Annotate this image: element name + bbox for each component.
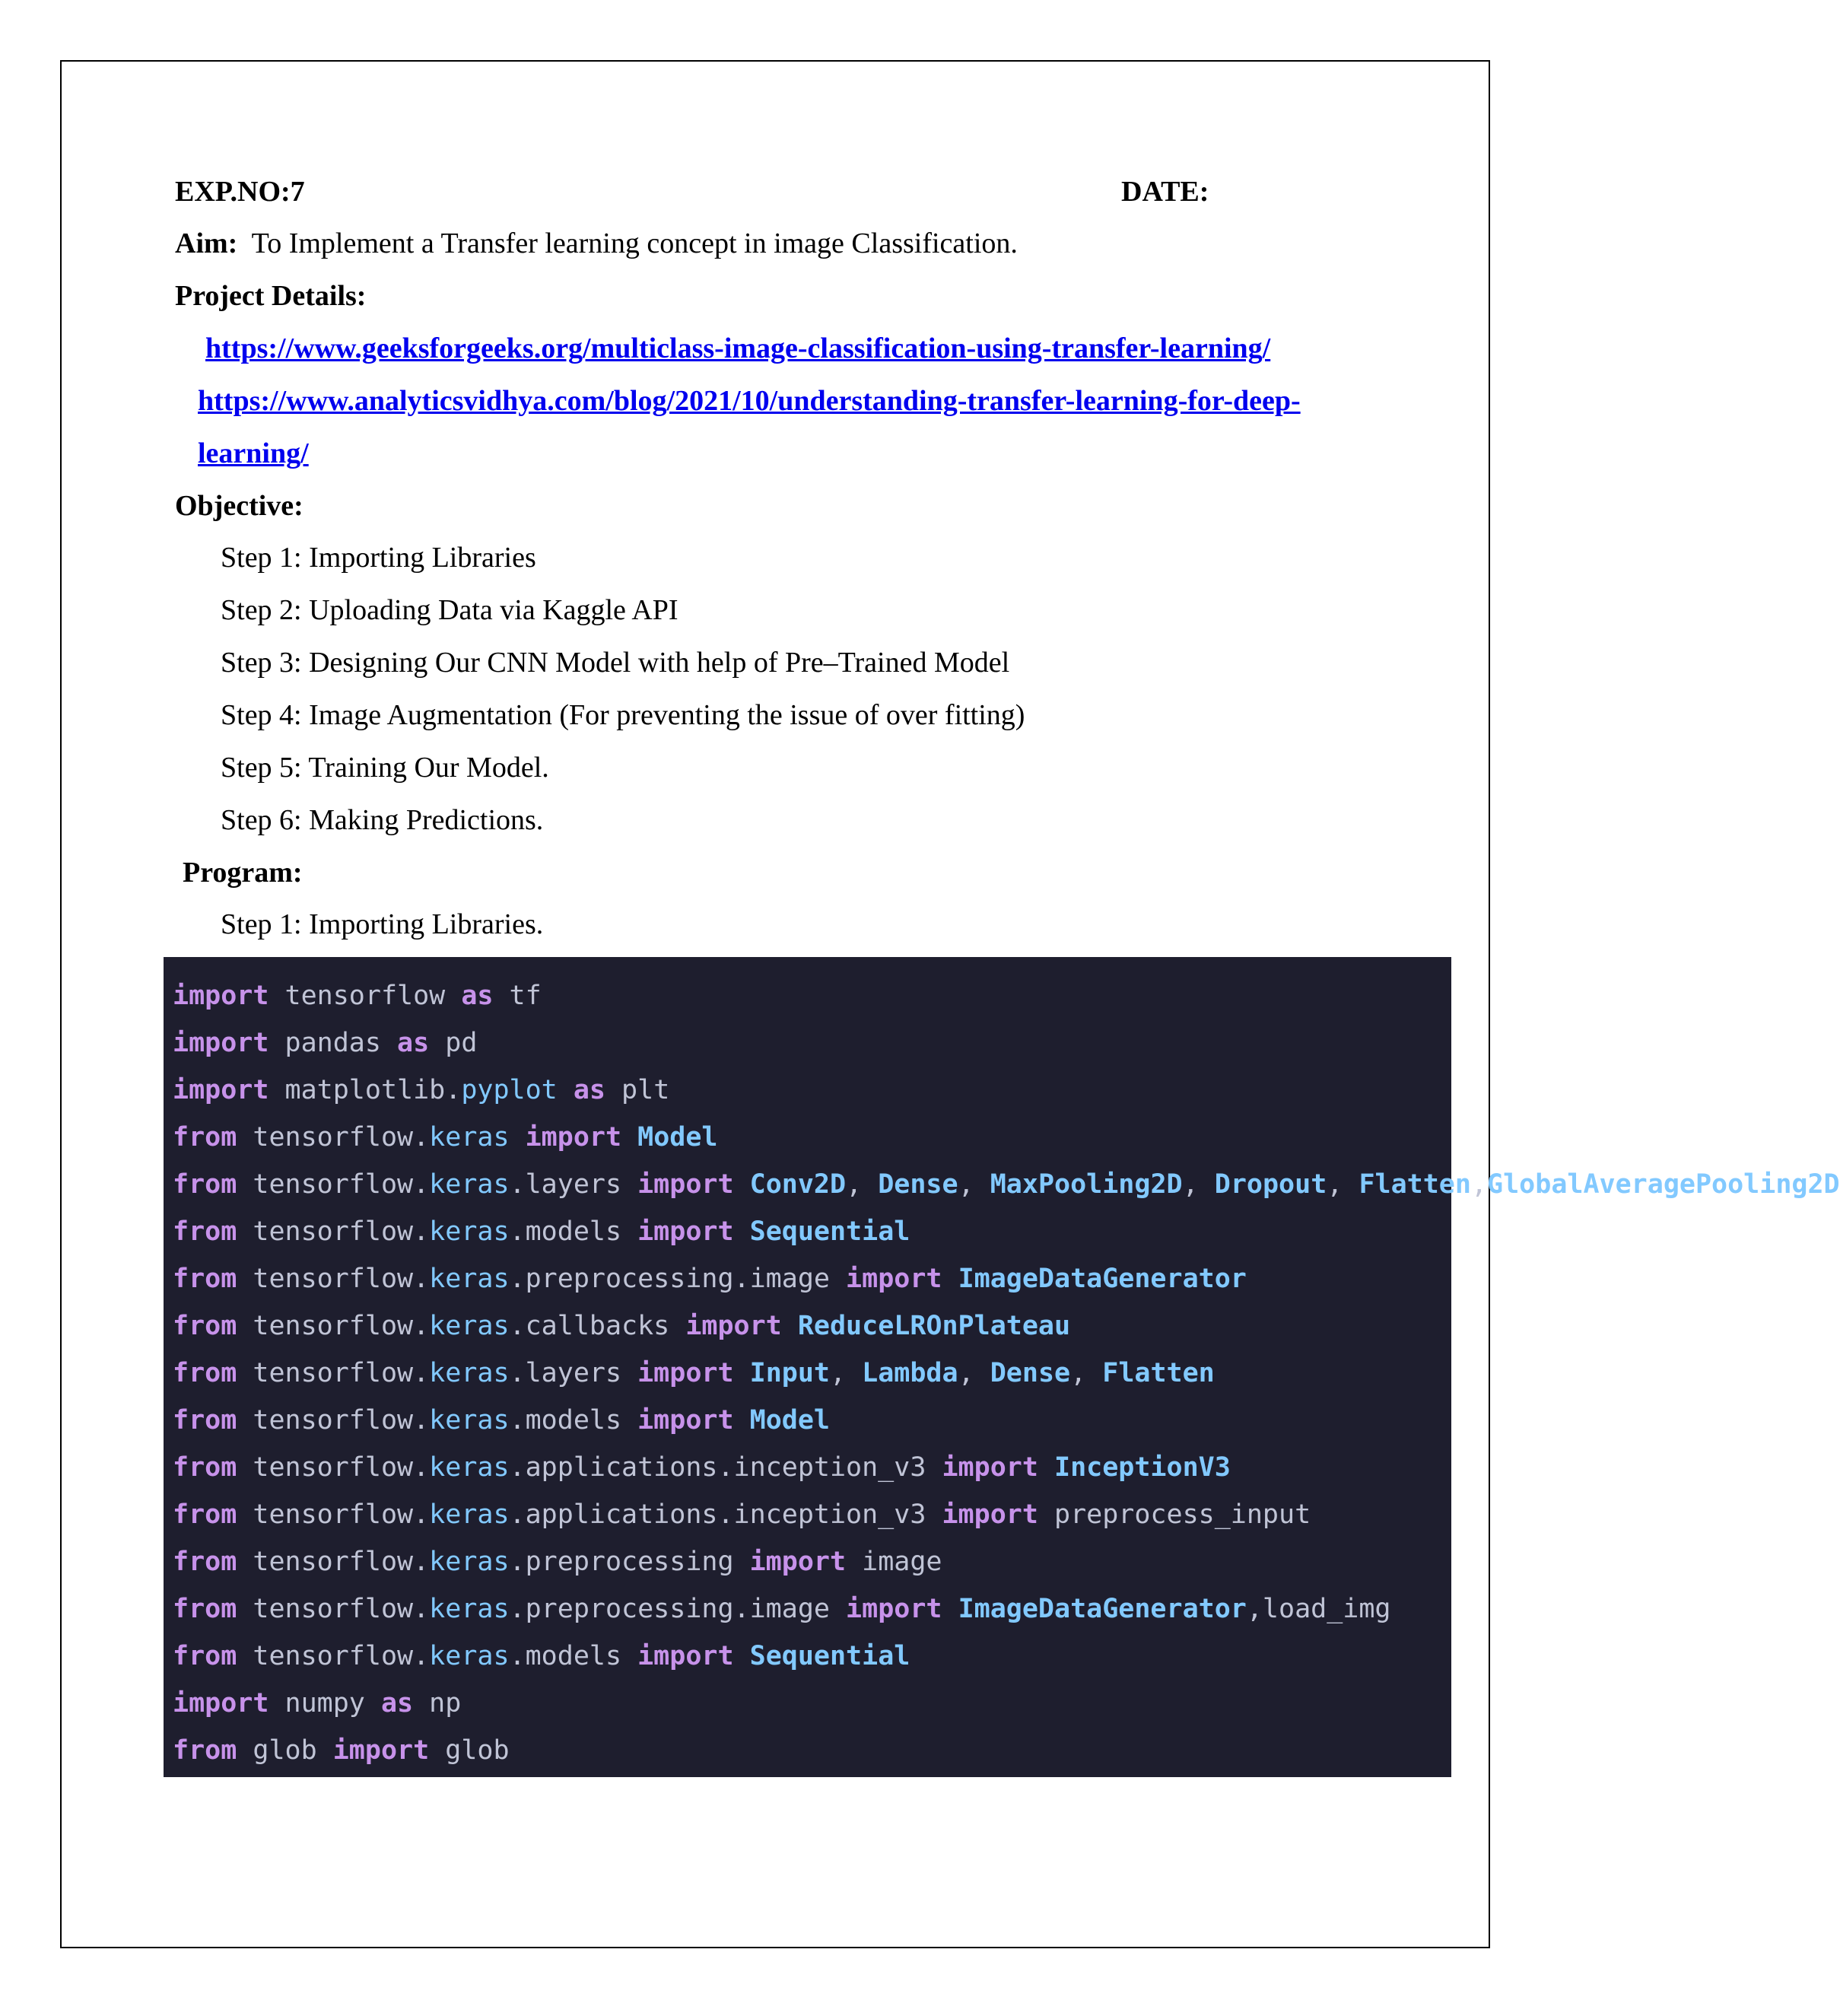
code-token: tensorflow. <box>237 1547 430 1577</box>
code-token <box>1038 1452 1054 1483</box>
code-line <box>173 1585 1451 1633</box>
code-token: keras <box>429 1216 510 1247</box>
code-token: from <box>173 1405 237 1436</box>
exp-number: EXP.NO:7 <box>175 176 305 208</box>
code-token: as <box>397 1028 430 1058</box>
code-token: tensorflow. <box>237 1122 430 1153</box>
code-token: Sequential <box>749 1641 910 1671</box>
code-token: keras <box>429 1264 510 1294</box>
code-token: pyplot <box>461 1075 558 1105</box>
code-token: ReduceLROnPlateau <box>797 1311 1071 1341</box>
code-token: from <box>173 1311 237 1341</box>
code-line <box>173 1302 1451 1350</box>
code-token: import <box>525 1122 622 1153</box>
code-token: keras <box>429 1169 510 1200</box>
code-token <box>510 1122 526 1153</box>
code-token: keras <box>429 1452 510 1483</box>
code-token <box>734 1358 750 1388</box>
code-token: .models <box>509 1641 638 1671</box>
date-label: DATE: <box>1121 176 1209 208</box>
project-details-label: Project Details: <box>175 280 367 312</box>
code-token <box>558 1075 574 1105</box>
aim-label: Aim: <box>175 227 238 259</box>
code-token: Dropout <box>1214 1169 1327 1200</box>
analyticsvidhya-link-continued[interactable]: learning/ <box>198 437 309 469</box>
code-token: .preprocessing.image <box>509 1594 847 1624</box>
code-line <box>173 972 1451 1019</box>
objective-step-3: Step 3: Designing Our CNN Model with help of Pre–Trained Model <box>221 647 1010 679</box>
code-token: , <box>846 1169 879 1200</box>
code-token: Flatten <box>1359 1169 1471 1200</box>
code-token <box>734 1405 750 1436</box>
code-token: tensorflow. <box>237 1311 430 1341</box>
objective-step-1: Step 1: Importing Libraries <box>221 542 536 574</box>
code-token: from <box>173 1358 237 1388</box>
code-token: .preprocessing <box>509 1547 750 1577</box>
code-token: glob <box>237 1735 333 1766</box>
code-line <box>173 1067 1451 1114</box>
code-token: from <box>173 1499 237 1530</box>
code-token: from <box>173 1594 237 1624</box>
code-token: tensorflow. <box>237 1405 430 1436</box>
code-screenshot <box>164 957 1840 1777</box>
code-token: tensorflow. <box>237 1641 430 1671</box>
code-token: import <box>637 1405 734 1436</box>
code-token: tensorflow. <box>237 1264 430 1294</box>
code-line <box>173 1114 1451 1161</box>
code-token: import <box>637 1641 734 1671</box>
code-token <box>734 1169 750 1200</box>
code-token: ImageDataGenerator <box>958 1594 1247 1624</box>
code-line <box>173 1633 1451 1680</box>
code-token <box>942 1264 958 1294</box>
aim-text: To Implement a Transfer learning concept in image Classification. <box>251 227 1018 259</box>
code-token: keras <box>429 1122 510 1153</box>
code-token: import <box>173 1688 269 1719</box>
code-token: import <box>173 1075 269 1105</box>
code-token: GlobalAveragePooling2D <box>1487 1169 1840 1200</box>
code-token: preprocess_input <box>1038 1499 1311 1530</box>
objective-step-4: Step 4: Image Augmentation (For preventing the issue of over fitting) <box>221 699 1025 731</box>
code-token: Sequential <box>749 1216 910 1247</box>
code-token <box>734 1641 750 1671</box>
program-label: Program: <box>183 857 303 889</box>
code-token <box>942 1594 958 1624</box>
code-token: as <box>573 1075 605 1105</box>
code-token: as <box>461 981 494 1011</box>
code-token: tensorflow. <box>237 1594 430 1624</box>
code-token: tensorflow. <box>237 1169 430 1200</box>
code-token: plt <box>605 1075 670 1105</box>
code-line <box>173 1727 1451 1774</box>
code-token <box>734 1216 750 1247</box>
program-step-1: Step 1: Importing Libraries. <box>221 908 544 940</box>
code-token: pandas <box>269 1028 398 1058</box>
code-token: tensorflow. <box>237 1358 430 1388</box>
code-line <box>173 1444 1451 1491</box>
code-token: , <box>1182 1169 1215 1200</box>
code-token: , <box>1327 1169 1359 1200</box>
code-token: keras <box>429 1358 510 1388</box>
code-token: MaxPooling2D <box>990 1169 1183 1200</box>
code-token: tensorflow. <box>237 1452 430 1483</box>
code-token: as <box>380 1688 414 1719</box>
code-token: Conv2D <box>749 1169 847 1200</box>
code-token: .callbacks <box>509 1311 686 1341</box>
code-token: image <box>846 1547 942 1577</box>
code-token: glob <box>429 1735 510 1766</box>
code-token: InceptionV3 <box>1054 1452 1231 1483</box>
code-token: import <box>173 1028 269 1058</box>
code-line <box>173 1255 1451 1302</box>
code-token <box>621 1122 637 1153</box>
code-token <box>782 1311 798 1341</box>
code-line <box>173 1397 1451 1444</box>
code-token: Input <box>749 1358 830 1388</box>
code-token: , <box>829 1358 863 1388</box>
code-token: ,load_img <box>1246 1594 1391 1624</box>
code-token: .layers <box>509 1358 638 1388</box>
code-line <box>173 1019 1451 1067</box>
code-token: from <box>173 1641 237 1671</box>
code-token: .preprocessing.image <box>509 1264 847 1294</box>
code-token: from <box>173 1216 237 1247</box>
objective-label: Objective: <box>175 490 303 522</box>
code-token: Model <box>637 1122 718 1153</box>
objective-step-5: Step 5: Training Our Model. <box>221 752 549 784</box>
code-token: import <box>173 981 269 1011</box>
code-token: .applications.inception_v3 <box>509 1499 942 1530</box>
code-token: .models <box>509 1405 638 1436</box>
code-token: import <box>637 1216 734 1247</box>
code-token: keras <box>429 1594 510 1624</box>
code-token: Lambda <box>862 1358 958 1388</box>
code-token: Dense <box>878 1169 958 1200</box>
code-token: numpy <box>269 1688 381 1719</box>
code-line <box>173 1538 1451 1585</box>
code-token: .layers <box>509 1169 638 1200</box>
code-token: np <box>413 1688 462 1719</box>
analyticsvidhya-link[interactable]: https://www.analyticsvidhya.com/blog/2021/10/understanding-transfer-learning-for-deep- <box>198 385 1301 417</box>
code-token: import <box>637 1169 734 1200</box>
code-line <box>173 1208 1451 1255</box>
code-token: from <box>173 1547 237 1577</box>
code-token: import <box>942 1452 1038 1483</box>
code-token: Model <box>749 1405 830 1436</box>
code-token: tensorflow. <box>237 1216 430 1247</box>
code-token: keras <box>429 1405 510 1436</box>
objective-step-2: Step 2: Uploading Data via Kaggle API <box>221 594 678 626</box>
code-token: matplotlib. <box>269 1075 462 1105</box>
code-token: from <box>173 1735 237 1766</box>
code-token: import <box>749 1547 847 1577</box>
code-token: from <box>173 1122 237 1153</box>
code-token: .models <box>509 1216 638 1247</box>
objective-step-6: Step 6: Making Predictions. <box>221 804 544 836</box>
code-token: keras <box>429 1641 510 1671</box>
code-token: import <box>637 1358 734 1388</box>
code-token: , <box>1470 1169 1488 1200</box>
code-line <box>173 1680 1451 1727</box>
code-token: tf <box>493 981 542 1011</box>
code-token: import <box>846 1594 942 1624</box>
code-token: from <box>173 1264 237 1294</box>
code-line <box>173 1491 1451 1538</box>
code-token: ImageDataGenerator <box>958 1264 1247 1294</box>
code-token: import <box>942 1499 1038 1530</box>
code-token: tensorflow <box>269 981 462 1011</box>
code-token: Flatten <box>1102 1358 1215 1388</box>
code-token: tensorflow. <box>237 1499 430 1530</box>
code-token: import <box>846 1264 942 1294</box>
code-line <box>173 1161 1840 1208</box>
code-token: pd <box>429 1028 478 1058</box>
code-token: import <box>332 1735 430 1766</box>
aim-line <box>175 225 1018 262</box>
code-token: , <box>1070 1358 1103 1388</box>
code-line <box>173 1350 1451 1397</box>
code-token: Dense <box>990 1358 1071 1388</box>
code-token: .applications.inception_v3 <box>509 1452 942 1483</box>
code-token: keras <box>429 1311 510 1341</box>
code-token: from <box>173 1452 237 1483</box>
code-token: import <box>685 1311 782 1341</box>
code-token: keras <box>429 1547 510 1577</box>
code-token: keras <box>429 1499 510 1530</box>
geeksforgeeks-link[interactable]: https://www.geeksforgeeks.org/multiclass-image-classification-using-transfer-learning/ <box>205 332 1271 364</box>
code-token: , <box>958 1358 990 1388</box>
code-token: , <box>958 1169 990 1200</box>
code-token: from <box>173 1169 237 1200</box>
